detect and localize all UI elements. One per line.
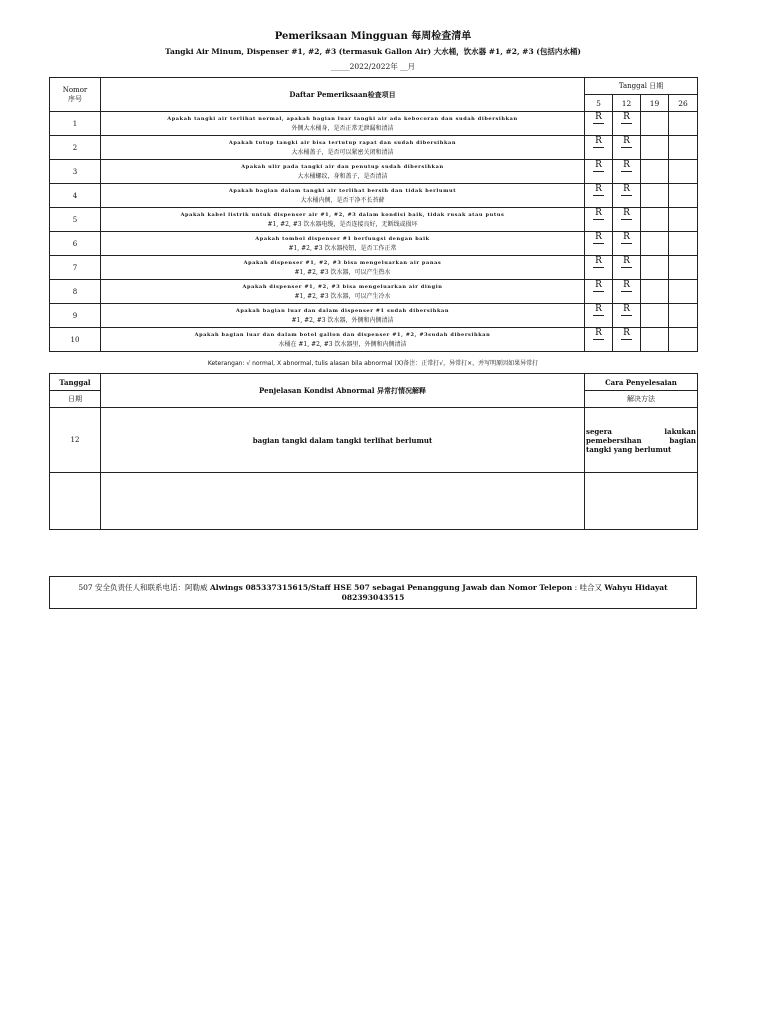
check-mark: R	[595, 160, 602, 170]
check-mark-cell[interactable]	[613, 256, 641, 280]
check-item	[101, 232, 585, 256]
check-mark: R	[623, 112, 630, 122]
check-mark-cell[interactable]	[641, 328, 669, 352]
date-col: 19	[641, 95, 669, 112]
check-mark-cell[interactable]	[585, 328, 613, 352]
checklist-row	[50, 136, 698, 160]
check-item-text-zh: 水桶在 #1, #2, #3 饮水器里，外侧和内侧清洁	[278, 340, 407, 348]
check-item-text: Apakah tutup tangki air bisa tertutup rapat dan sudah dibersihkan	[228, 139, 457, 146]
footer-contact: 507 安全负责任人和联系电话：阿勒威 Alwings 085337315615/Staff HSE 507 sebagai Penanggung Jawab dan Nomor Telepon : 哇合又 Wahyu Hidayat 082393043515	[49, 576, 697, 609]
check-item-text: Apakah tangki air terlihat normal, apakah bagian luar tangki air ada kebocoran dan sudah dibersihkan	[167, 115, 518, 122]
abnormal-desc: bagian tangki dalam tangki terlihat berlumut	[101, 408, 585, 473]
date-col: 12	[613, 95, 641, 112]
check-item	[101, 136, 585, 160]
checklist-row	[50, 208, 698, 232]
checklist-table	[49, 77, 698, 352]
check-mark: R	[623, 160, 630, 170]
checklist-row	[50, 280, 698, 304]
check-mark-cell[interactable]	[641, 208, 669, 232]
check-item-text-zh: 大水桶内侧，是否干净不长苔藓	[300, 196, 385, 204]
check-mark: R	[595, 280, 602, 290]
row-number: 1	[50, 112, 101, 136]
abnormal-date	[50, 473, 101, 530]
title-block	[49, 30, 697, 74]
check-item-text: Apakah tombol dispenser #1 berfungsi dengan baik	[255, 235, 430, 242]
row-number: 9	[50, 304, 101, 328]
row-number: 6	[50, 232, 101, 256]
check-mark-cell[interactable]	[641, 232, 669, 256]
check-item-text-zh: 大水桶盖子，是否可以紧密关闭和清洁	[291, 148, 394, 156]
check-item-text: Apakah bagian dalam tangki air terlihat bersih dan tidak berlumut	[228, 187, 457, 194]
checklist-row	[50, 328, 698, 352]
check-mark: R	[595, 112, 602, 122]
check-mark-cell[interactable]	[585, 160, 613, 184]
checklist-sheet	[49, 30, 697, 530]
check-mark-cell[interactable]	[613, 304, 641, 328]
check-item-text: Apakah ulir pada tangki air dan penutup sudah dibersihkan	[241, 163, 444, 170]
check-mark-cell[interactable]	[669, 112, 698, 136]
period-line: _____2022/2022年 __月	[330, 62, 416, 71]
abnormal-header-row	[50, 374, 698, 391]
row-number: 5	[50, 208, 101, 232]
check-mark-cell[interactable]	[585, 136, 613, 160]
row-number: 4	[50, 184, 101, 208]
check-item-text: Apakah bagian luar dan dalam botol gallon dan dispenser #1, #2, #3sudah dibersihkan	[194, 331, 491, 338]
check-mark-cell[interactable]	[613, 112, 641, 136]
check-mark-cell[interactable]	[641, 112, 669, 136]
page-subtitle: Tangki Air Minum, Dispenser #1, #2, #3 (termasuk Gallon Air) 大水桶，饮水器 #1, #2, #3 (包括内水桶)	[165, 47, 581, 56]
abnormal-date: 12	[50, 408, 101, 473]
check-mark-cell[interactable]	[585, 112, 613, 136]
check-mark-cell[interactable]	[669, 136, 698, 160]
check-mark: R	[623, 208, 630, 218]
check-item-text: Apakah dispenser #1, #2, #3 bisa mengeluarkan air panas	[243, 259, 442, 266]
check-mark: R	[595, 136, 602, 146]
row-number: 7	[50, 256, 101, 280]
checklist-row	[50, 304, 698, 328]
date-col: 26	[669, 95, 698, 112]
check-mark-cell[interactable]	[669, 280, 698, 304]
check-item	[101, 208, 585, 232]
check-mark-cell[interactable]	[641, 280, 669, 304]
check-mark-cell[interactable]	[613, 232, 641, 256]
abnormal-solution	[585, 473, 698, 530]
checklist-row	[50, 112, 698, 136]
check-mark: R	[623, 232, 630, 242]
check-mark: R	[595, 232, 602, 242]
abnormal-row-empty	[50, 473, 698, 530]
header-solution: Cara Penyelesaian	[585, 374, 698, 391]
row-number: 3	[50, 160, 101, 184]
row-number: 10	[50, 328, 101, 352]
abnormal-table	[49, 373, 698, 530]
abnormal-desc	[101, 473, 585, 530]
check-mark-cell[interactable]	[585, 280, 613, 304]
check-mark-cell[interactable]	[641, 160, 669, 184]
check-mark-cell[interactable]	[585, 304, 613, 328]
check-item-text: Apakah kabel listrik untuk dispenser air #1, #2, #3 dalam kondisi baik, tidak rusak atau putus	[180, 211, 505, 218]
header-date-zh: 日期	[50, 391, 101, 408]
header-no: Nomor 序号	[50, 78, 101, 112]
check-item	[101, 328, 585, 352]
header-dates: Tanggal 日期	[585, 78, 698, 95]
check-mark-cell[interactable]	[669, 208, 698, 232]
check-item-text-zh: #1, #2, #3 饮水器，可以产生热水	[294, 268, 391, 276]
check-item	[101, 256, 585, 280]
check-mark: R	[623, 304, 630, 314]
checklist-header-row	[50, 78, 698, 95]
check-mark: R	[595, 256, 602, 266]
check-mark-cell[interactable]	[641, 136, 669, 160]
check-mark: R	[595, 304, 602, 314]
header-solution-zh: 解决方法	[585, 391, 698, 408]
check-item	[101, 280, 585, 304]
check-item-text-zh: 外侧大水桶身，是否正常无泄漏和清洁	[291, 124, 394, 132]
check-mark-cell[interactable]	[613, 160, 641, 184]
check-item-text-zh: #1, #2, #3 饮水器电缆，是否连接良好，无断线或损坏	[267, 220, 418, 228]
check-item	[101, 304, 585, 328]
check-mark-cell[interactable]	[641, 184, 669, 208]
check-mark: R	[623, 136, 630, 146]
check-mark: R	[595, 328, 602, 338]
check-mark: R	[623, 328, 630, 338]
check-mark-cell[interactable]	[669, 160, 698, 184]
check-mark-cell[interactable]	[669, 304, 698, 328]
check-item	[101, 160, 585, 184]
check-item-text: Apakah bagian luar dan dalam dispenser #1 sudah dibersihkan	[235, 307, 450, 314]
check-item	[101, 184, 585, 208]
check-mark-cell[interactable]	[585, 232, 613, 256]
check-mark-cell[interactable]	[641, 304, 669, 328]
check-mark-cell[interactable]	[585, 256, 613, 280]
check-mark-cell[interactable]	[613, 280, 641, 304]
check-mark: R	[623, 256, 630, 266]
header-date: Tanggal	[50, 374, 101, 391]
header-desc: Penjelasan Kondisi Abnormal 异常打情况解释	[101, 374, 585, 408]
check-item-text-zh: 大水桶螺纹，身和盖子，是否清洁	[297, 172, 388, 180]
check-mark-cell[interactable]	[613, 136, 641, 160]
check-mark-cell[interactable]	[669, 184, 698, 208]
check-item-text-zh: #1, #2, #3 饮水器，外侧和内侧清洁	[291, 316, 394, 324]
check-mark-cell[interactable]	[613, 184, 641, 208]
check-mark-cell[interactable]	[669, 256, 698, 280]
row-number: 8	[50, 280, 101, 304]
check-mark: R	[623, 184, 630, 194]
checklist-row	[50, 232, 698, 256]
check-item	[101, 112, 585, 136]
check-mark-cell[interactable]	[669, 328, 698, 352]
check-mark-cell[interactable]	[641, 256, 669, 280]
checklist-row	[50, 256, 698, 280]
check-item-text-zh: #1, #2, #3 饮水器按钮，是否工作正常	[288, 244, 397, 252]
header-items: Daftar Pemeriksaan检查项目	[101, 78, 585, 112]
check-mark-cell[interactable]	[669, 232, 698, 256]
legend-note: Keterangan: √ normal, X abnormal, tulis alasan bila abnormal (X)备注：正常打√，异常打×，并写明原因如果异常打	[207, 360, 539, 367]
abnormal-row	[50, 408, 698, 473]
check-mark: R	[595, 184, 602, 194]
date-col: 5	[585, 95, 613, 112]
check-mark-cell[interactable]	[613, 208, 641, 232]
check-mark-cell[interactable]	[585, 208, 613, 232]
page-title: Pemeriksaan Mingguan 每周检查清单	[274, 31, 472, 42]
checklist-row	[50, 160, 698, 184]
check-mark-cell[interactable]	[585, 184, 613, 208]
check-mark-cell[interactable]	[613, 328, 641, 352]
check-mark: R	[595, 208, 602, 218]
checklist-row	[50, 184, 698, 208]
check-item-text-zh: #1, #2, #3 饮水器，可以产生冷水	[294, 292, 391, 300]
row-number: 2	[50, 136, 101, 160]
check-item-text: Apakah dispenser #1, #2, #3 bisa mengeluarkan air dingin	[242, 283, 443, 290]
check-mark: R	[623, 280, 630, 290]
abnormal-solution: segera lakukan pemebersihan bagian tangki yang berlumut	[585, 408, 698, 473]
